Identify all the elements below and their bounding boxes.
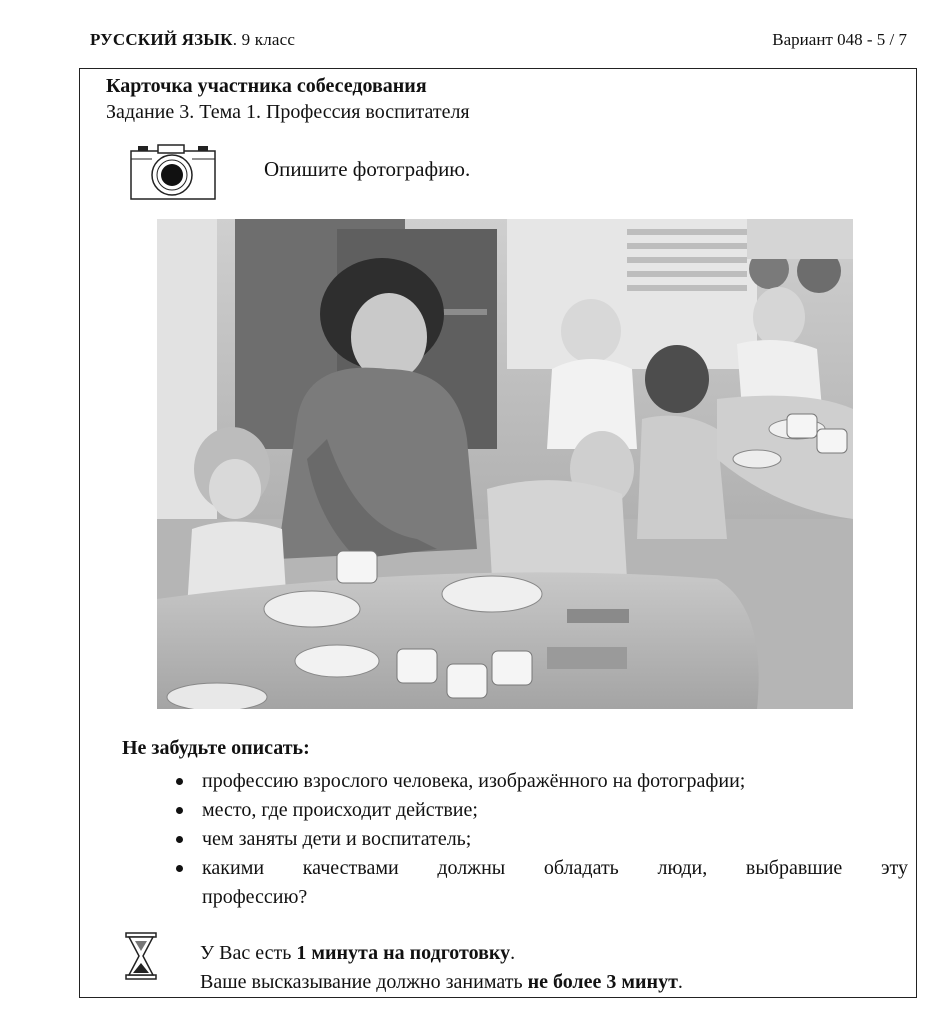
answer-duration: не более 3 минут: [527, 971, 678, 993]
kindergarten-photo: [157, 219, 853, 709]
prep-duration: 1 минута на подготовку: [296, 942, 511, 964]
camera-icon: [130, 143, 216, 201]
list-item: [176, 854, 908, 912]
card-title: Карточка участника собеседования: [106, 75, 427, 97]
answer-time-limit: [200, 971, 683, 994]
list-item-continuation: профессию?: [202, 886, 308, 908]
hourglass-icon: [124, 931, 158, 981]
list-item-line: какими качествами должны обладать люди, выбравшие эту: [202, 857, 908, 879]
participant-card: [79, 68, 917, 998]
prep-prefix: У Вас есть: [200, 942, 297, 964]
list-item: профессию взрослого человека, изображённого на фотографии;: [176, 767, 908, 796]
answer-suffix: .: [677, 971, 683, 993]
instruction-text: Опишите фотографию.: [264, 157, 471, 181]
answer-prefix: Ваше высказывание должно занимать: [200, 971, 528, 993]
grade-label: . 9 класс: [232, 30, 296, 49]
header-subject-line: [90, 30, 295, 50]
list-item: чем заняты дети и воспитатель;: [176, 825, 908, 854]
list-item: место, где происходит действие;: [176, 796, 908, 825]
remember-title: Не забудьте описать:: [122, 737, 310, 759]
card-subtitle: Задание 3. Тема 1. Профессия воспитателя: [106, 101, 470, 123]
preparation-time: [200, 942, 515, 965]
prep-suffix: .: [510, 942, 516, 964]
subject-name: РУССКИЙ ЯЗЫК: [90, 30, 233, 49]
variant-label: Вариант 048 - 5 / 7: [772, 30, 907, 49]
description-checklist: [176, 767, 908, 912]
